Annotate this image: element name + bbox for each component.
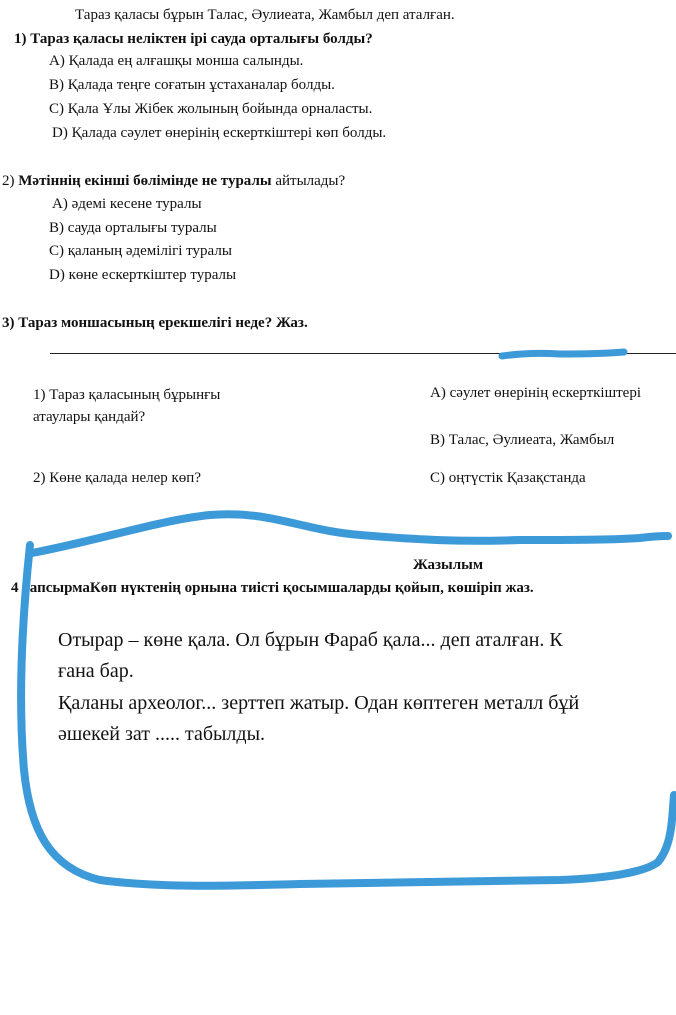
q2-option-d: D) көне ескерткіштер туралы [49,267,237,283]
question-1-title: 1) Тараз қаласы неліктен ірі сауда орталығы болды? [14,31,373,47]
q2-option-c: C) қаланың әдемілігі туралы [49,243,232,259]
task-4-instruction: 4 тапсырмаКөп нүктенің орнына тиісті қосымшаларды қойып, көшіріп жаз. [11,580,534,596]
q1-option-c: C) Қала Ұлы Жібек жолының бойында орналасты. [49,101,373,117]
section-title: Жазылым [413,557,484,573]
matching-right-c: C) оңтүстік Қазақстанда [430,470,586,486]
passage-line-3: Қаланы археолог... зерттеп жатыр. Одан көптеген металл бұй [58,692,580,714]
q2-option-a: A) әдемі кесене туралы [52,196,202,212]
matching-right-b: B) Талас, Әулиеата, Жамбыл [430,432,615,448]
q2-prefix: 2) [2,173,19,189]
q2-bold: Мәтіннің екінші бөлімінде не туралы [18,173,272,189]
q1-option-a: A) Қалада ең алғашқы монша салынды. [49,53,304,69]
intro-line: Тараз қаласы бұрын Талас, Әулиеата, Жамбыл деп аталған. [75,7,455,23]
underline-pen-stroke [502,352,624,356]
q2-option-b: B) сауда орталығы туралы [49,220,217,236]
passage-line-4: әшекей зат ..... табылды. [58,723,266,745]
question-3-title: 3) Тараз моншасының ерекшелігі неде? Жаз. [2,315,308,331]
q1-option-d: D) Қалада сәулет өнерінің ескерткіштері көп болды. [52,125,387,141]
passage-line-2: ғана бар. [58,660,134,682]
matching-right-a: A) сәулет өнерінің ескерткіштері [430,385,642,401]
circle-pen-stroke [21,514,674,886]
q2-suffix: айтылады? [271,173,346,189]
matching-left-1: 1) Тараз қаласының бұрынғы атаулары қандай? [33,387,221,425]
q1-option-b: B) Қалада теңге соғатын ұстаханалар болды. [49,77,335,93]
matching-left-2: 2) Көне қалада нелер көп? [33,470,201,486]
passage-line-1: Отырар – көне қала. Ол бұрын Фараб қала... деп аталған. К [58,629,563,651]
